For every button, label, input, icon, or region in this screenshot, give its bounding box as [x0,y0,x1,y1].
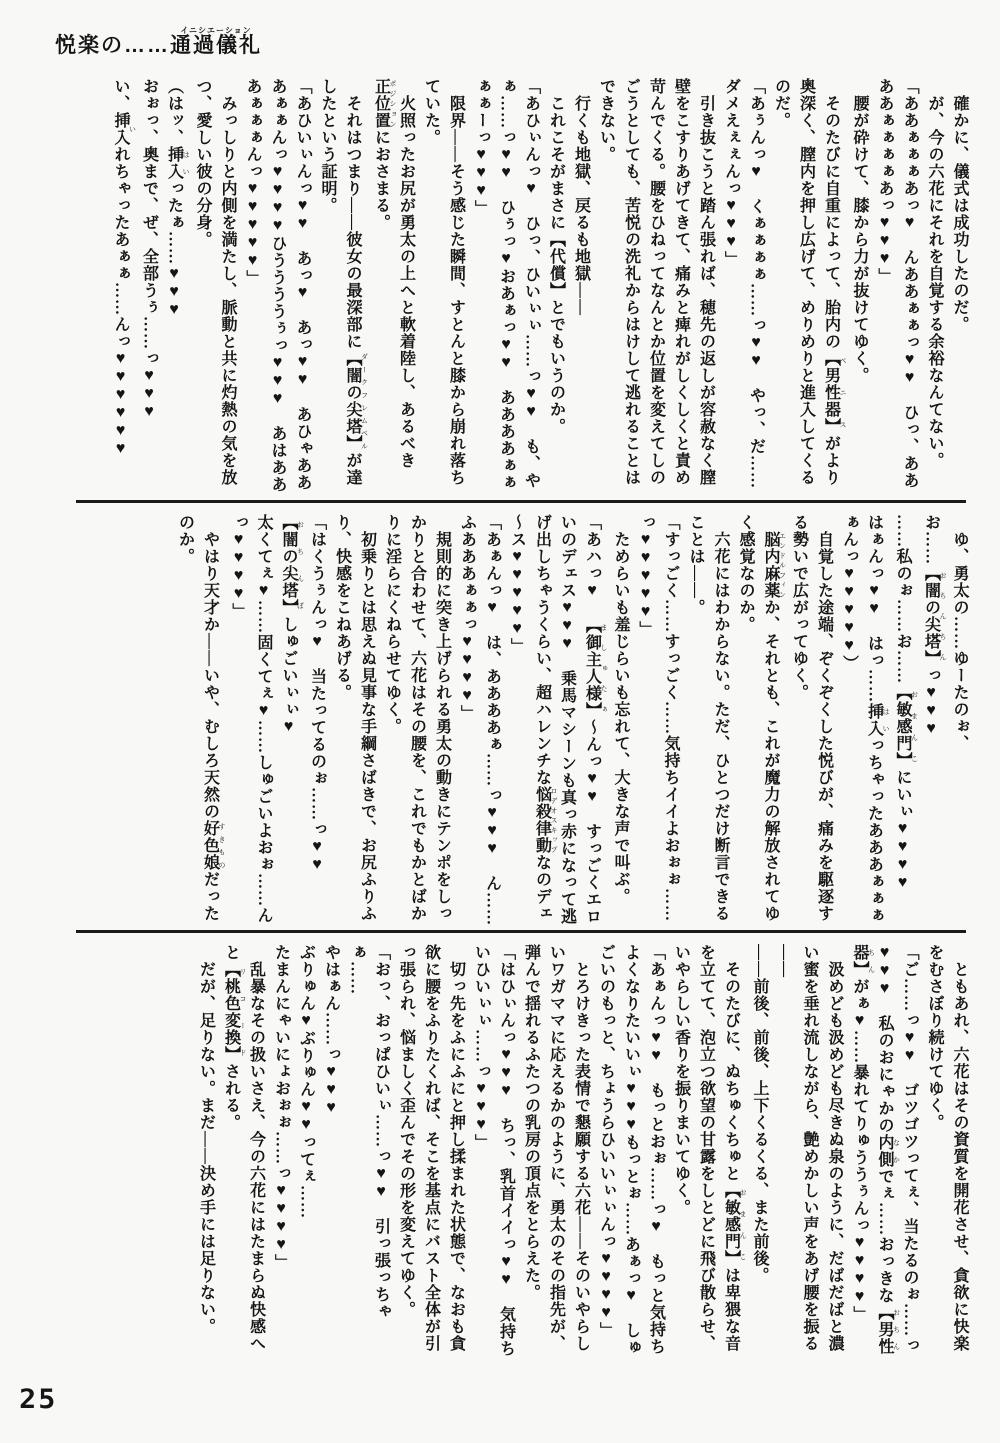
furigana-term: 脳内麻薬 エンドルフィン [762,531,787,599]
paragraph: ――前後、前後、上下くるくる、また前後。 [751,944,768,1284]
paragraph: そのたびに自重によって、胎内の【男性器】 ペニスがより奥深く、膣内を押し広げて、めりめりと進入してくるのだ。 [772,78,847,486]
furigana-term: 【闇の尖塔】 おちんちん [922,565,947,667]
paragraph: 自覚した途端、ぞくぞくした悦びが、痛みを駆逐する勢いで広がってゆく。 [790,514,833,922]
furigana-term: 挿入 い [112,112,137,146]
paragraph: 「はくうぅんっ♥ 当たってるのぉ……っ♥♥ [308,514,326,874]
paragraph: やはぁん……っ♥♥♥ [322,944,340,1117]
paragraph: 「あひいぃんっ♥♥ あっ♥ あっ♥♥ あひゃあああぁぁんっ♥♥♥♥ひううううぅっ♥♥♥ あはあああぁぁぁんっ♥♥♥♥♥」 [244,78,311,493]
page-title-prefix: 悦楽の…… [55,34,170,57]
page-title-ruby-base: 通過儀礼 [170,34,262,57]
paragraph: 太くてぇ♥……固くてぇ♥……しゅごいよおぉ……んっ♥♥♥♥」 [230,514,272,924]
furigana-term: 【男性器】 ペニス [822,350,847,435]
paragraph: 「ご……っ♥♥ ゴツゴツってぇ、当たるのぉ……っ♥♥♥ 私のおにゃかの内側 なかでぇ……おっきな【男性器】おちんちんがぁ♥……暴れてりゅううぅんっ♥♥♥♥」 [851,944,918,1355]
paragraph: 「あひぃんっ♥ ひっ、ひいぃぃ……っ♥♥ も、やぁ……っ♥♥ ひぅっ♥おあぁっ♥♥ ああああぁぁぁぁーっ♥♥♥」 [472,78,540,491]
furigana-term: 【闇の尖塔】 おちんぼ [280,514,305,616]
paragraph: 行くも地獄、戻るも地獄―― [572,78,590,316]
paragraph: とろけきった表情で懇願する六花――そのいやらしいワガママに応えるかのように、勇太のその指先が、弾んで揺れるふたつの乳房の頂点をとらえた。 [522,944,590,1352]
furigana-term: 悩殺律動 ロデオスキップ [533,786,558,854]
page-title-ruby [170,26,262,57]
paragraph: 乱暴なその扱いさえ、今の六花にはたまらぬ快感へと【桃色変換】 リコードされる。 [222,944,265,1352]
paragraph: 限界――そう感じた瞬間、すとんと膝から崩れ落ちていた。 [422,78,465,486]
text-section-3 [80,944,972,1362]
paragraph: これこそがまさに【代償】とでもいうのか。 [547,78,565,435]
paragraph: そのたびに、ぬちゅくちゅと【敏感門】 おまんこは卑猥な音を立てて、泡立つ欲望の甘露をしとどに飛び散らせ、いやらしい香りを振りまいてゆく。 [672,944,747,1352]
paragraph: 「あぁんっ♥ は、ああああぁ……っ♥♥♥ ん……ふあああぁぁっ♥♥♥♥」 [458,514,501,926]
furigana-term: 【敏感門】 おまんこ [894,684,919,769]
furigana-term: 挿入 はい [865,703,890,737]
paragraph: ぶりゅん♥ぶりゅん♥♥ってぇ…… [297,944,315,1219]
paragraph: それはつまり――彼女の最深部に【闇の尖塔】 ダークフレムベルが達したという証明。 [319,78,369,486]
furigana-term: 【男性器】おちんちん [851,944,901,1355]
paragraph: い、挿入 いれちゃったあぁぁ……んっ♥♥♥♥♥♥ [112,78,137,458]
paragraph: 【闇の尖塔】 おちんぼしゅごいぃぃ♥ [280,514,305,736]
paragraph: 脳内麻薬 エンドルフィンか、それとも、これが魔力の解放されてゆく感覚なのか。 [737,514,787,922]
paragraph: だが、足りない。まだ――決め手には足りない。 [197,944,215,1335]
paragraph: 確かに、儀式は成功したのだ。 [951,78,968,333]
paragraph: 汲めども汲めども尽きぬ泉のように、だばだばと濃い蜜を垂れ流しながら、艶めかしい声をあげ腰を振る―― [776,944,843,1352]
paragraph: ともあれ、六花はその資質を開花させ、貪欲に快楽をむさぼり続けてゆく。 [926,944,968,1352]
paragraph: が、今の六花にそれを自覚する余裕なんてない。 [926,78,943,469]
paragraph: たまんにゃいにょおぉぉ……っ♥♥♥♥」 [272,944,290,1271]
paragraph: 「おっ、おっぱひいぃ……っ♥♥ 引っ張っちゃぁ…… [347,944,390,1320]
paragraph: （はッ、挿入 はいったぁ……♥♥♥ [165,78,190,319]
paragraph: 「あぁんっ♥♥ もっとおぉ……っ♥ もっと気持ちよくなりたいいぃ♥♥♥もっとぉ……あぁっ♥ しゅごいのもっと、ちょうらひいいぃぃんっ♥♥♥♥」 [597,944,665,1356]
text-section-1 [80,78,972,496]
page-number: 25 [19,1384,58,1415]
paragraph: 引き抜こうと踏ん張れば、穂先の返しが容赦なく膣壁をこすりあげてきて、痛みと痺れがしくしくと責め苛んでくる。腰をひねってなんとか位置を変えてしのごうとしても、苦悦の洗礼からはけして逃れることはできない。 [597,78,715,486]
furigana-term: 内側 なか [876,1134,901,1168]
text-section-2 [80,514,972,926]
paragraph: 「はひぃんっ♥♥♥ ちっ、乳首イイっ♥♥ 気持ちいひいぃぃ……っ♥♥♥」 [472,944,515,1357]
furigana-term: 【桃色変換】 リコード [222,961,247,1063]
paragraph: 規則的に突き上げられる勇太の動きにテンポをしっかりと合わせて、六花はその腰を、これでもかとばかりに淫らにくねらせてゆく。 [383,514,451,922]
paragraph: 火照ったお尻が勇太の上へと軟着陸し、あるべき正位置 ポジションにおさまる。 [372,78,415,469]
paragraph: ためらいも羞じらいも忘れて、大きな声で叫ぶ。 [612,514,629,905]
paragraph: 初乗りとは思えぬ見事な手綱さばきで、お尻ふりふり、快感をこねあげる。 [333,514,376,922]
paragraph: はぁんっ♥♥ はっ……挿入 はいっちゃったあああぁぁぁぁんっ♥♥♥♥♥） [840,514,890,924]
page-title [55,26,262,59]
furigana-term: 正位置 ポジション [372,78,397,129]
paragraph: 「ああぁぁぁあっ♥ んああぁぁっ♥♥ ひっ、ああああぁぁぁぁあっ♥♥♥」 [876,78,918,489]
paragraph: みっしりと内側を満たし、脈動と共に灼熱の気を放つ、愛しい彼の分身。 [194,78,236,486]
paragraph: ゆ、勇太の……ゆーたのぉ、 [951,514,968,752]
paragraph: やはり天才か――いや、むしろ天然の好色娘 すきものだったのか。 [176,514,226,922]
paragraph: 「すっごく……すっごく……気持ちイイよおぉぉ……っ♥♥♥♥♥」 [637,514,679,922]
paragraph: 六花にはわからない。ただ、ひとつだけ断言できることは――。 [687,514,729,922]
paragraph: 腰が砕けて、膝から力が抜けてゆく。 [851,78,868,384]
section-divider-2 [76,930,966,933]
section-divider-1 [76,500,966,503]
paragraph: 「あハっ♥ 【御主人様】 ましゅたぁ～んっ♥♥ すっごくエロいのデェス♥♥♥ 乗馬マシーンも真っ赤になって逃げ出しちゃうくらい、超ハレンチな悩殺律動 ロデオスキップなのデェ～ス♥♥♥♥♥」 [508,514,608,925]
paragraph: 「あぅんっ♥ くぁぁぁぁ……っ♥♥ やっ、だ……ダメえぇぇんっ♥♥♥」 [722,78,765,489]
paragraph: 切っ先をふにふにと押し揉まれた状態で、なおも貪欲に腰をふりたくれば、そこを基点にバスト全体が引っ張られ、悩ましく歪んでその形を変えてゆく。 [397,944,465,1352]
furigana-term: 好色娘 すきもの [201,820,226,871]
paragraph: おぉっ、奥まで、ぜ、全部うぅ……っ♥♥♥ [140,78,158,421]
furigana-term: 挿入 はい [165,146,190,180]
page-title-ruby-text: イニシエーション [170,26,262,35]
furigana-term: 【御主人様】 ましゅたぁ [583,617,608,719]
furigana-term: 【敏感門】 おまんこ [722,1182,747,1267]
paragraph: ……私のぉ……お……【敏感門】 おまんこにいぃ♥♥♥♥ [894,514,919,892]
paragraph: お……【闇の尖塔】 おちんちんっ♥♥♥ [922,514,947,738]
furigana-term: 【闇の尖塔】 ダークフレムベル [344,350,369,452]
